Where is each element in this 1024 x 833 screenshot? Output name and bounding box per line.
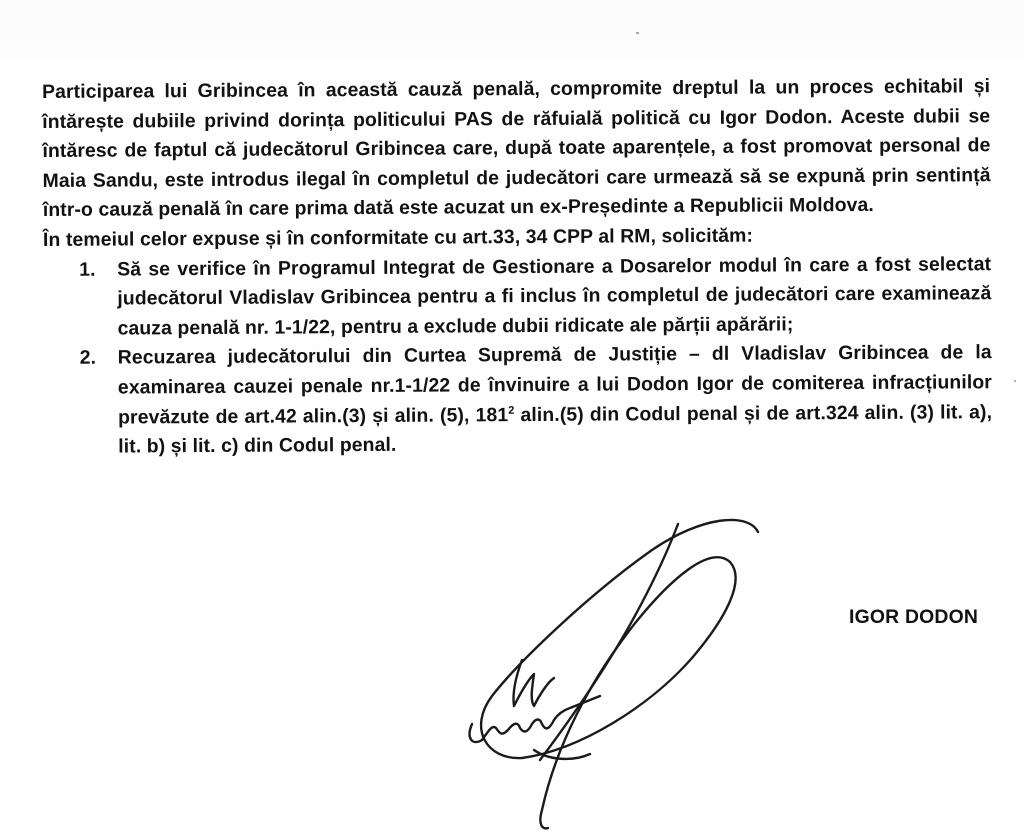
paragraph-argument: Participarea lui Gribincea în această cauză penală, compromite dreptul la un proces echitabil și întărește dubiile privind dorința politicului PAS de răfuială politică cu Igor Dodon. Aceste dubii se întăresc de faptul că judecătorul Gribincea care, după toate aparențele, a fost promovat personal de Maia Sandu, este introdus ilegal în completul de judecători care urmează să se expună prin sentință într-o cauză penală în care prima dată este acuzat un ex-Președinte a Republicii Moldova. [42,75,991,222]
request-text-part-2: alin.(5) din Codul penal și de art.324 alin. (3) lit. a), lit. b) și lit. c) din Codul penal. [118,400,993,458]
request-item [44,339,993,463]
request-list [43,250,992,463]
article-superscript: 2 [508,404,515,417]
scan-speck [1014,380,1016,382]
handwritten-signature [430,510,790,833]
request-text-part-1: Recuzarea judecătorului din Curtea Supremă de Justiție – dl Vladislav Gribincea de la examinarea cauzei penale nr.1-1/22 de învinuire a lui Dodon Igor de comiterea infracțiunilor prevăzute de art.42 alin.(3) și alin. (5), 181 [117,341,992,429]
request-text: Să se verifice în Programul Integrat de Gestionare a Dosarelor modul în care a fost selectat judecătorul Vladislav Gribincea pentru a fi inclus în completul de judecători care examinează cauza penală nr. 1-1/22, pentru a exclude dubii ridicate ale părții apărării; [117,252,992,340]
request-number: 2. [79,347,97,370]
scan-speck [636,32,639,34]
signatory-name: IGOR DODON [849,606,979,628]
request-number: 1. [79,258,96,281]
document-body [42,72,992,463]
paragraph-request-intro: În temeiul celor expuse și în conformitate cu art.33, 34 CPP al RM, solicităm: [42,224,754,251]
request-item [43,250,992,345]
